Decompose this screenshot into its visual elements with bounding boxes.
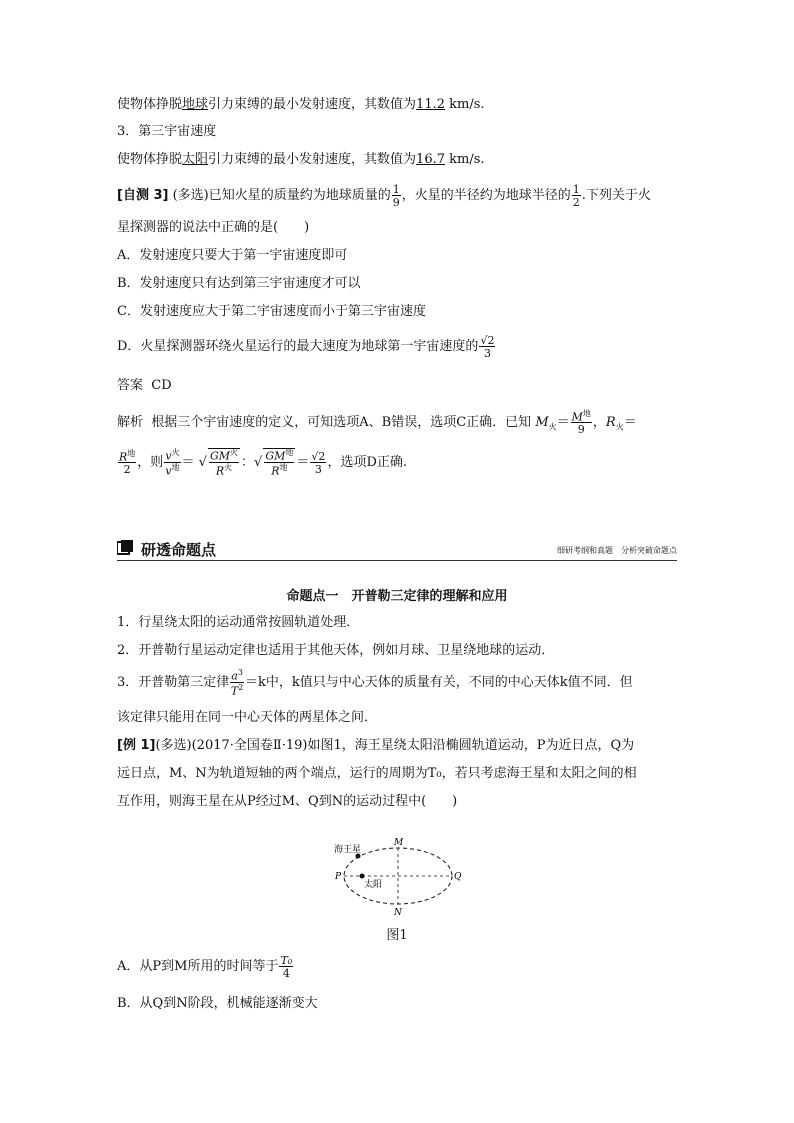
point-3-line2: 该定律只能用在同一中心天体的两星体之间． <box>117 710 378 725</box>
text-line-escape-earth: 使物体挣脱地球引力束缚的最小发射速度，其数值为11.2 km/s. <box>117 97 485 112</box>
question-stem: [自测 3] (多选)已知火星的质量约为地球质量的 $\frac{1}{9}$ ，火星的半径约为地球半径的 $\frac{1}{2}$ .下列关于火 <box>117 182 651 209</box>
example-line3: 互作用，则海王星在从P经过M、Q到N的运动过程中( ) <box>117 794 458 809</box>
point-1: 1．行星绕太阳的运动通常按圆轨道处理． <box>117 615 360 630</box>
analysis-line2: $\frac{R^地}{2}$ ，则 $\frac{v^火}{v^地}$ ＝ √ $\frac{GM^火}{R^火}$ ：√ $\frac{GM^地}{R^地}$ ＝ $\frac{√2}{3}$ ，选项D正确. <box>119 447 407 478</box>
planet-label: 海王星 <box>334 845 362 855</box>
option-c: C．发射速度应大于第二宇宙速度而小于第三宇宙速度 <box>117 304 426 319</box>
option-b-example: B．从Q到N阶段，机械能逐渐变大 <box>117 996 318 1011</box>
example-line1: [例 1](多选)(2017·全国卷Ⅱ·19)如图1，海王星绕太阳沿椭圆轨道运动，P为近日点，Q为 <box>117 738 635 753</box>
option-a: A．发射速度只要大于第一宇宙速度即可 <box>117 248 348 263</box>
text-line-third-cosmic: 3．第三宇宙速度 <box>117 124 217 139</box>
point-3: 3．开普勒第三定律 $\frac{a^3}{T^2}$ ＝k中，k值只与中心天体的质量有关，不同的中心天体k值不同．但 <box>117 667 633 698</box>
answer-line: 答案 CD <box>117 378 172 393</box>
analysis-line1: 解析 根据三个宇宙速度的定义，可知选项A、B错误，选项C正确．已知 $M_火=$ $\frac{M^地}{9}$ ，$R_火=$ <box>117 408 637 437</box>
question-stem-line2: 星探测器的说法中正确的是( ) <box>117 220 310 235</box>
topic-heading: 命题点一 开普勒三定律的理解和应用 <box>286 589 508 604</box>
figure-caption: 图1 <box>386 928 408 943</box>
option-a-example: A．从P到M所用的时间等于 $\frac{\text{T₀}}{4}$ <box>117 953 293 980</box>
label-q: Q <box>454 872 462 882</box>
sqrt-gm-mars: $\frac{GM^火}{R^火}$ <box>209 448 239 478</box>
option-b: B．发射速度只有达到第三宇宙速度才可以 <box>117 276 361 291</box>
sun-dot <box>360 874 365 879</box>
text-line-escape-sun: 使物体挣脱太阳引力束缚的最小发射速度，其数值为16.7 km/s. <box>117 152 485 167</box>
fraction-one-ninth: $\frac{1}{9}$ <box>392 182 400 209</box>
fraction-one-half: $\frac{1}{2}$ <box>572 182 580 209</box>
point-2: 2．开普勒行星运动定律也适用于其他天体，例如月球、卫星绕地球的运动． <box>117 643 555 658</box>
fraction-m-earth-over-9: $\frac{M^地}{9}$ <box>571 408 591 437</box>
section-header: 研透命题点 细研考纲和真题 分析突破命题点 <box>117 540 677 561</box>
fraction-result: $\frac{√2}{3}$ <box>311 449 326 476</box>
sqrt-gm-earth: $\frac{GM^地}{R^地}$ <box>265 448 294 478</box>
orbit-figure <box>330 836 470 918</box>
fraction-t0-over-4: $\frac{\text{T₀}}{4}$ <box>280 953 293 980</box>
example-line2: 远日点，M、N为轨道短轴的两个端点，运行的周期为T₀，若只考虑海王星和太阳之间的相 <box>117 766 637 781</box>
label-n: N <box>394 908 402 918</box>
label-m: M <box>394 838 404 848</box>
fraction-a3-over-t2: $\frac{a^3}{T^2}$ <box>230 667 244 698</box>
fraction-sqrt2-over-3: $\frac{√2}{3}$ <box>480 333 495 360</box>
fraction-v-ratio: $\frac{v^火}{v^地}$ <box>165 447 180 478</box>
fraction-r-earth-over-2: $\frac{R^地}{2}$ <box>119 448 136 477</box>
option-d: D．火星探测器环绕火星运行的最大速度为地球第一宇宙速度的 $\frac{√2}{3}$ <box>117 333 495 360</box>
sun-label: 太阳 <box>364 880 383 890</box>
section-square-icon <box>117 540 133 556</box>
label-p: P <box>335 872 342 882</box>
